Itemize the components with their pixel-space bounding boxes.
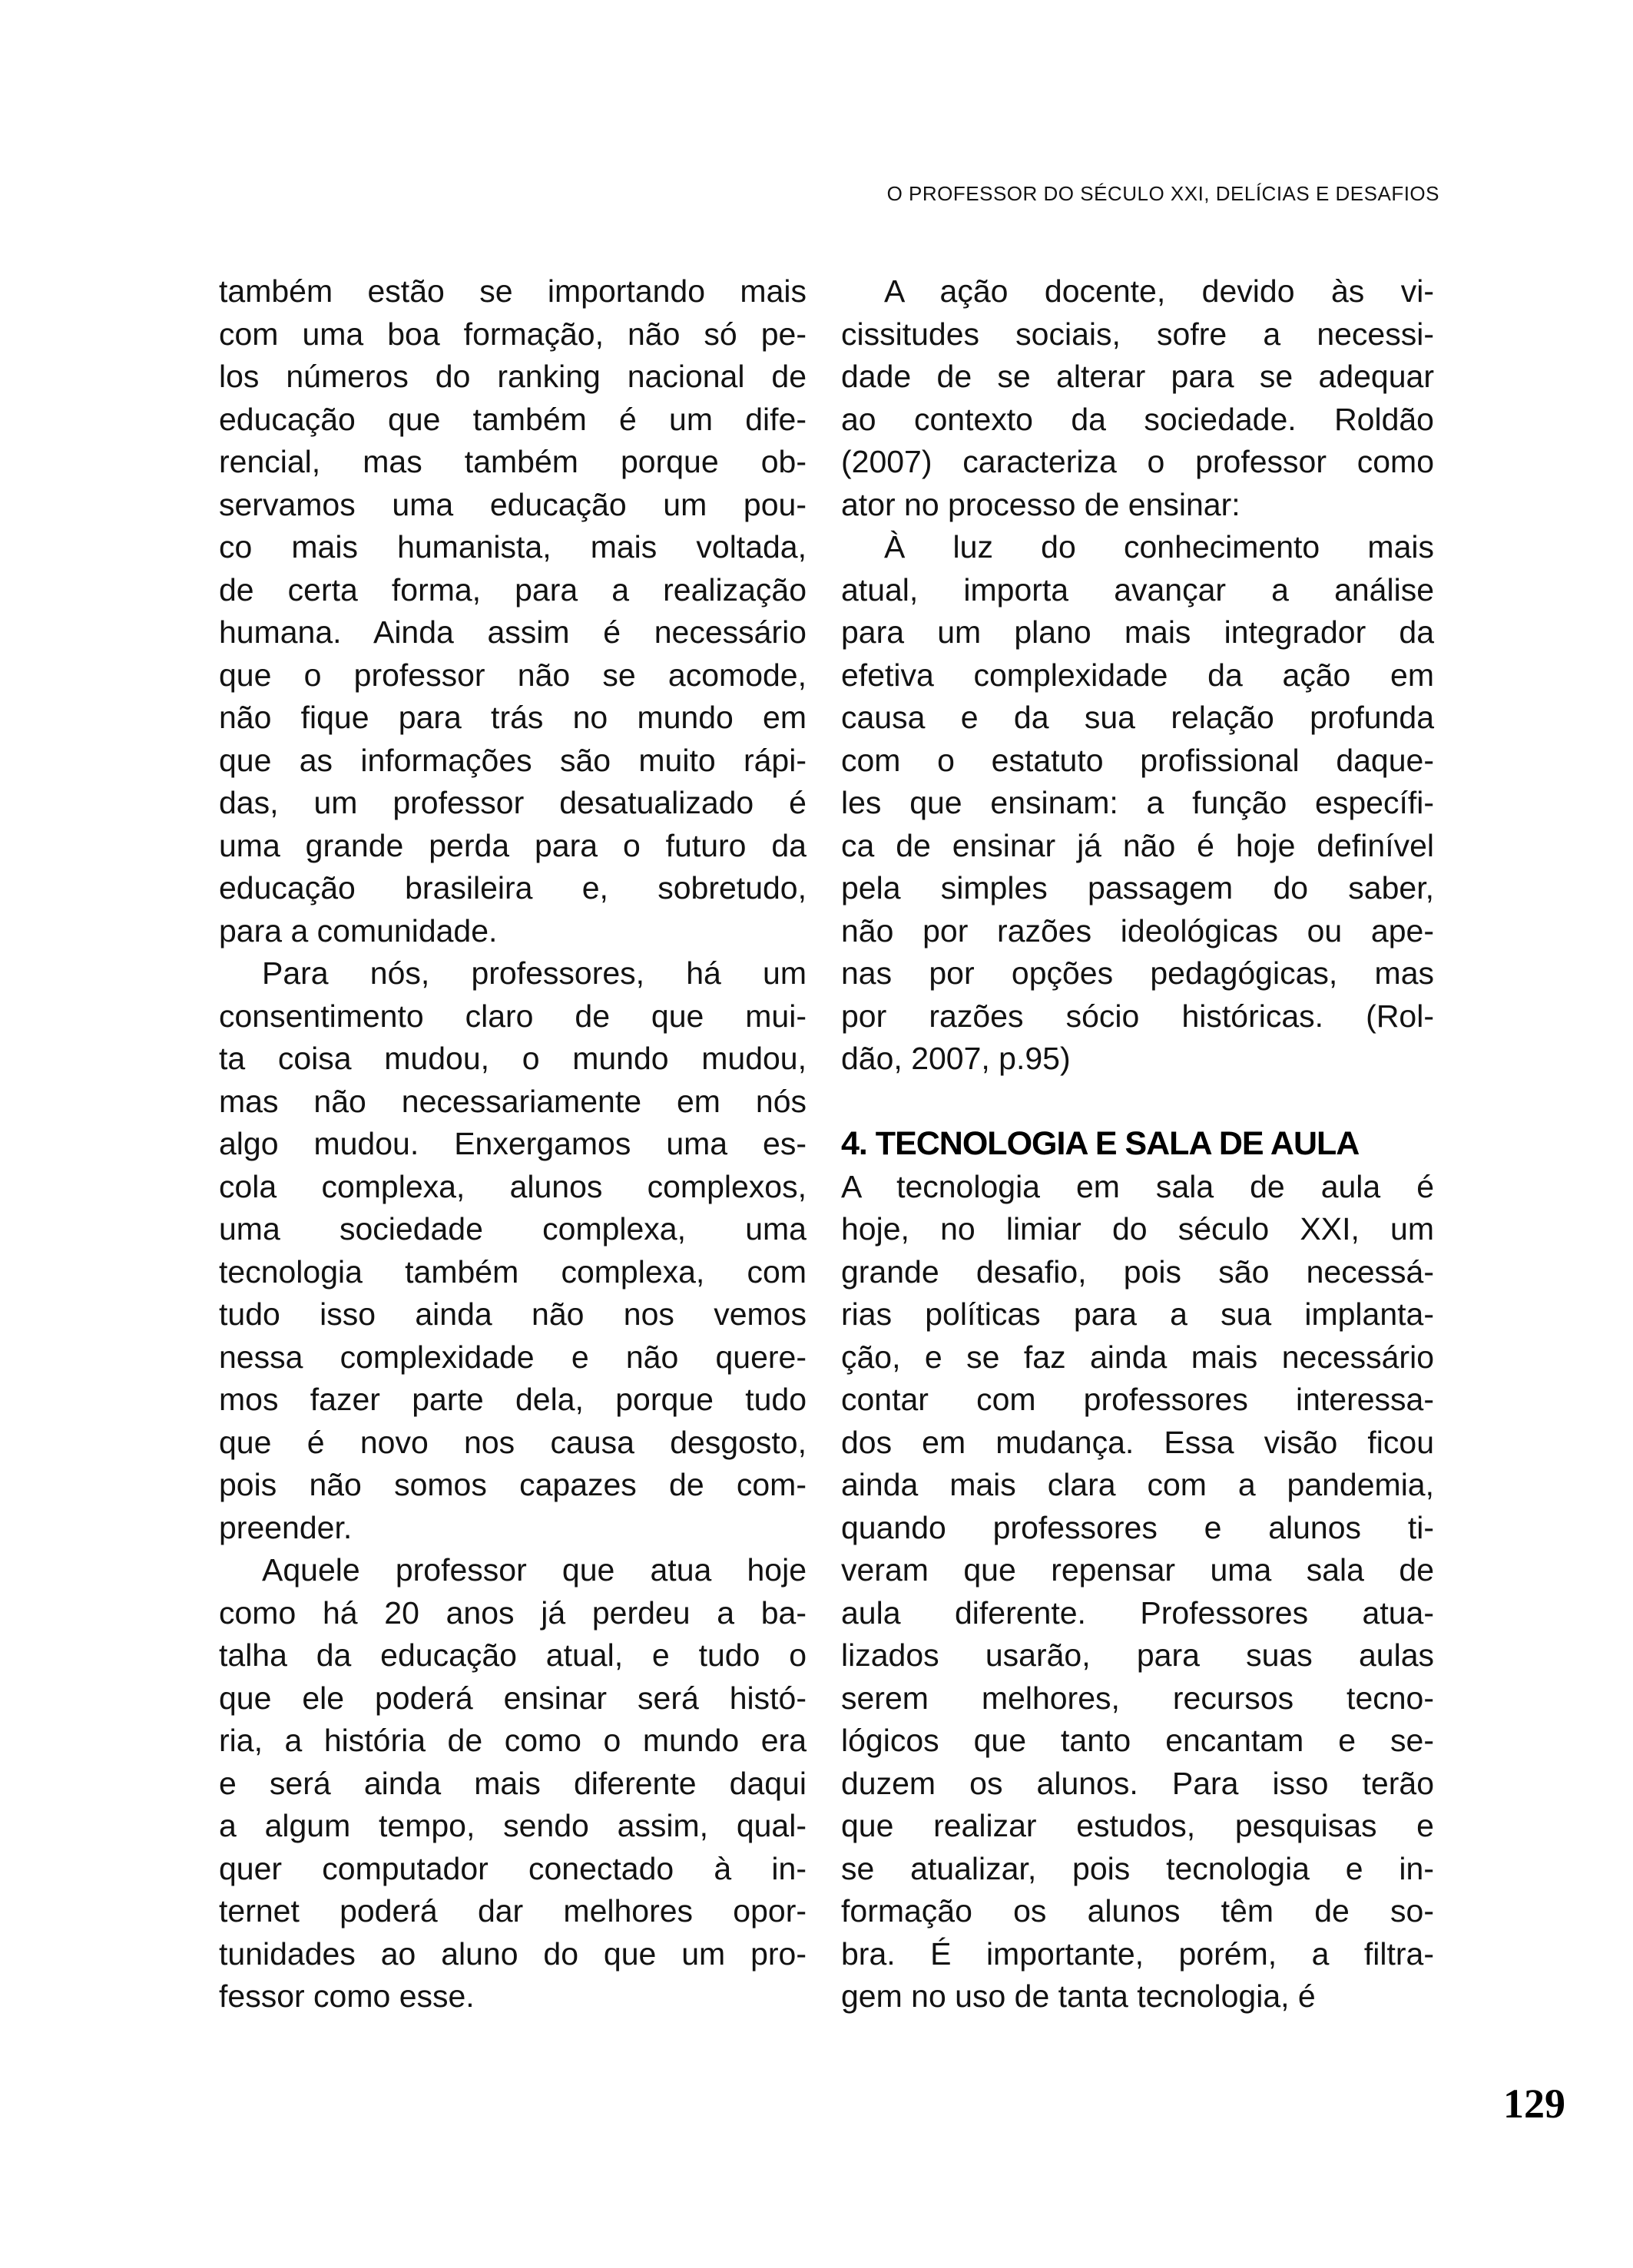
text-line: pela simples passagem do saber, — [841, 870, 1434, 906]
text-line: (2007) caracteriza o professor como — [841, 444, 1434, 479]
paragraph — [219, 270, 807, 952]
text-line: les que ensinam: a função específi- — [841, 785, 1434, 820]
text-line: ta coisa mudou, o mundo mudou, — [219, 1041, 807, 1076]
paragraph — [841, 526, 1434, 1081]
text-line: como há 20 anos já perdeu a ba- — [219, 1594, 807, 1631]
text-line: lógicos que tanto encantam e se- — [841, 1723, 1434, 1758]
text-line: dão, 2007, p.95) — [841, 1041, 1071, 1076]
text-line: das, um professor desatualizado é — [219, 785, 807, 820]
text-line: de certa forma, para a realização — [219, 571, 807, 608]
text-line: tecnologia também complexa, com — [219, 1253, 807, 1290]
text-line: também estão se importando mais — [219, 273, 807, 309]
text-line: hoje, no limiar do século XXI, um — [841, 1211, 1434, 1247]
paragraph — [219, 952, 807, 1549]
text-line: talha da educação atual, e tudo o — [219, 1637, 807, 1673]
text-line: mas não necessariamente em nós — [219, 1083, 807, 1119]
text-line: co mais humanista, mais voltada, — [219, 529, 807, 565]
text-line: algo mudou. Enxergamos uma es- — [219, 1126, 807, 1161]
text-line: educação brasileira e, sobretudo, — [219, 870, 807, 906]
text-line: que realizar estudos, pesquisas e — [841, 1808, 1434, 1843]
text-line: ca de ensinar já não é hoje definível — [841, 827, 1434, 863]
text-line: que as informações são muito rápi- — [219, 742, 807, 778]
text-line: humana. Ainda assim é necessário — [219, 614, 807, 650]
text-line: para um plano mais integrador da — [841, 614, 1434, 650]
text-line: fessor como esse. — [219, 1978, 475, 2014]
text-column-right — [841, 270, 1434, 2018]
text-line: por razões sócio históricas. (Rol- — [841, 998, 1434, 1034]
text-line: efetiva complexidade da ação em — [841, 657, 1434, 693]
text-line: educação que também é um dife- — [219, 401, 807, 437]
text-line: com uma boa formação, não só pe- — [219, 316, 807, 352]
text-line: consentimento claro de que mui- — [219, 998, 807, 1034]
text-line: lizados usarão, para suas aulas — [841, 1637, 1434, 1673]
text-line: com o estatuto profissional daque- — [841, 742, 1434, 778]
text-line: serem melhores, recursos tecno- — [841, 1680, 1434, 1716]
text-line: aula diferente. Professores atua- — [841, 1594, 1434, 1631]
text-line: preender. — [219, 1509, 353, 1545]
text-line: uma sociedade complexa, uma — [219, 1211, 807, 1247]
text-line: Aquele professor que atua hoje — [262, 1552, 807, 1588]
text-line: cola complexa, alunos complexos, — [219, 1168, 807, 1204]
text-line: ainda mais clara com a pandemia, — [841, 1467, 1434, 1502]
text-line: atual, importa avançar a análise — [841, 571, 1434, 608]
text-line: los números do ranking nacional de — [219, 359, 807, 394]
text-line: À luz do conhecimento mais — [884, 529, 1434, 565]
text-line: ternet poderá dar melhores opor- — [219, 1893, 807, 1929]
text-line: não por razões ideológicas ou ape- — [841, 912, 1434, 949]
text-line: ao contexto da sociedade. Roldão — [841, 401, 1434, 437]
text-line: tudo isso ainda não nos vemos — [219, 1296, 807, 1332]
text-line: bra. É importante, porém, a filtra- — [841, 1935, 1434, 1972]
text-line: cissitudes sociais, sofre a necessi- — [841, 316, 1434, 352]
text-line: que ele poderá ensinar será histó- — [219, 1680, 807, 1716]
text-line: que é novo nos causa desgosto, — [219, 1424, 807, 1460]
text-line: mos fazer parte dela, porque tudo — [219, 1382, 807, 1417]
text-line: dade de se alterar para se adequar — [841, 359, 1434, 394]
text-line: A ação docente, devido às vi- — [884, 273, 1434, 309]
text-line: Para nós, professores, há um — [262, 955, 807, 991]
text-line: gem no uso de tanta tecnologia, é — [841, 1978, 1316, 2014]
text-line: nas por opções pedagógicas, mas — [841, 955, 1434, 991]
text-line: se atualizar, pois tecnologia e in- — [841, 1850, 1434, 1886]
section-heading — [841, 1123, 1434, 1166]
heading-line: 4. TECNOLOGIA E SALA DE AULA — [841, 1125, 1360, 1162]
text-line: formação os alunos têm de so- — [841, 1893, 1434, 1929]
running-header: O PROFESSOR DO SÉCULO XXI, DELÍCIAS E DESAFIOS — [886, 182, 1439, 205]
text-line: a algum tempo, sendo assim, qual- — [219, 1808, 807, 1843]
text-line: dos em mudança. Essa visão ficou — [841, 1424, 1434, 1460]
text-line: contar com professores interessa- — [841, 1382, 1434, 1417]
text-column-left — [219, 270, 807, 2018]
text-line: tunidades ao aluno do que um pro- — [219, 1935, 807, 1972]
text-line: veram que repensar uma sala de — [841, 1552, 1434, 1588]
text-line: que o professor não se acomode, — [219, 657, 807, 693]
text-line: duzem os alunos. Para isso terão — [841, 1765, 1434, 1801]
text-line: ção, e se faz ainda mais necessário — [841, 1339, 1434, 1375]
text-line: rias políticas para a sua implanta- — [841, 1296, 1434, 1332]
text-line: quando professores e alunos ti- — [841, 1509, 1434, 1545]
text-line: A tecnologia em sala de aula é — [841, 1168, 1434, 1204]
text-line: para a comunidade. — [219, 912, 498, 949]
text-line: causa e da sua relação profunda — [841, 700, 1434, 735]
paragraph — [841, 1166, 1434, 2018]
text-line: e será ainda mais diferente daqui — [219, 1765, 807, 1801]
page-number: 129 — [1503, 2081, 1565, 2127]
text-line: não fique para trás no mundo em — [219, 700, 807, 735]
paragraph — [219, 1549, 807, 2018]
text-line: ator no processo de ensinar: — [841, 486, 1240, 522]
text-line: ria, a história de como o mundo era — [219, 1723, 807, 1758]
text-line: nessa complexidade e não quere- — [219, 1339, 807, 1375]
text-line: pois não somos capazes de com- — [219, 1467, 807, 1502]
paragraph — [841, 270, 1434, 526]
text-line: servamos uma educação um pou- — [219, 486, 807, 522]
text-line: quer computador conectado à in- — [219, 1850, 807, 1886]
text-line: rencial, mas também porque ob- — [219, 444, 807, 479]
text-line: uma grande perda para o futuro da — [219, 827, 807, 863]
text-line: grande desafio, pois são necessá- — [841, 1253, 1434, 1290]
